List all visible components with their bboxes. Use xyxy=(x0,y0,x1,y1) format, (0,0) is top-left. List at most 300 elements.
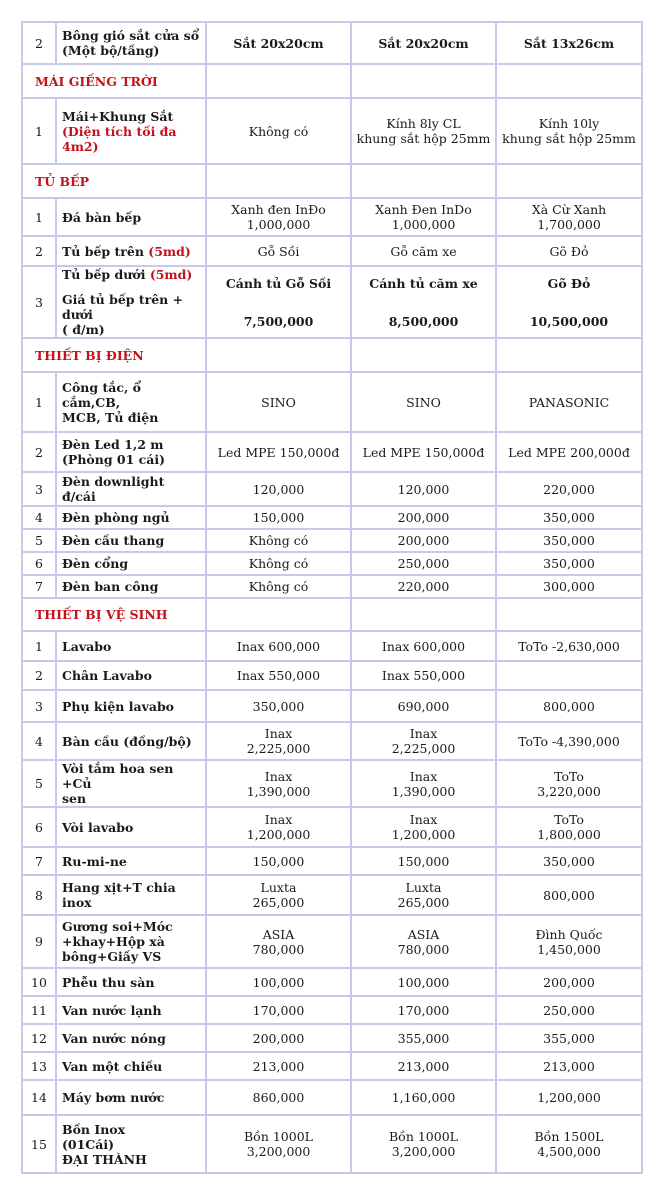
item-text: Đèn cầu thang xyxy=(62,533,165,548)
row-number: 7 xyxy=(22,847,56,875)
cell-line: 170,000 xyxy=(397,1002,450,1018)
cell-line: 8,500,000 xyxy=(388,313,459,329)
option-3-value xyxy=(496,552,642,575)
item-line xyxy=(62,734,202,749)
item-line xyxy=(62,1059,202,1074)
item-text: Ru-mi-ne xyxy=(62,853,127,869)
option-3-value xyxy=(496,575,642,598)
row-number: 11 xyxy=(22,996,56,1024)
item-suffix: (5md) xyxy=(149,267,193,282)
cell-line: 350,000 xyxy=(543,853,595,869)
option-1-value xyxy=(206,996,351,1024)
cell-line: Không có xyxy=(248,123,309,139)
cell-line: Giá tủ bếp trên + dưới xyxy=(62,292,184,322)
cell-line: 100,000 xyxy=(397,974,450,990)
item-text: Đèn ban công xyxy=(62,579,159,594)
cell-line: 800,000 xyxy=(543,698,595,714)
item-text: Tủ bếp trên xyxy=(62,243,144,259)
item-line xyxy=(62,579,202,594)
item-name xyxy=(56,1052,206,1080)
option-3-value xyxy=(496,760,642,807)
cell-line: 150,000 xyxy=(397,853,450,869)
item-line xyxy=(62,791,202,806)
item-text: Đèn downlight xyxy=(62,474,165,489)
item-line xyxy=(62,668,202,683)
item-text: Công tắc, ổ cắm,CB, xyxy=(62,379,141,410)
empty-cell xyxy=(351,338,496,372)
item-name xyxy=(56,915,206,968)
item-text: Đèn cổng xyxy=(62,556,129,571)
option-1-value xyxy=(206,915,351,968)
cell-line: 200,000 xyxy=(543,974,595,990)
empty-cell xyxy=(496,164,642,198)
option-1-value xyxy=(206,1024,351,1052)
cell-line: Gõ Đỏ xyxy=(549,243,589,259)
cell-line: Led MPE 150,000đ xyxy=(217,444,340,460)
item-line xyxy=(62,639,202,654)
item-line xyxy=(62,934,202,949)
option-1-value xyxy=(206,98,351,164)
option-3-value xyxy=(496,472,642,506)
option-2-value xyxy=(351,875,496,915)
item-name xyxy=(56,1080,206,1115)
cell-line: Inax xyxy=(264,812,293,827)
cell-line: 355,000 xyxy=(543,1030,595,1046)
item-text: Đá bàn bếp xyxy=(62,209,142,225)
cell-line: Luxta xyxy=(405,880,442,895)
cell-line: 1,160,000 xyxy=(391,1090,456,1105)
empty-cell xyxy=(351,64,496,98)
cell-line: 350,000 xyxy=(543,510,595,525)
cell-line: Gỗ Sồi xyxy=(257,243,300,259)
cell-line: ToTo xyxy=(554,812,584,827)
table-row xyxy=(22,996,642,1024)
row-number: 3 xyxy=(22,472,56,506)
empty-cell xyxy=(496,598,642,631)
cell-line: Bồn 1500L xyxy=(534,1129,604,1144)
cell-line: 213,000 xyxy=(397,1058,450,1074)
cell-line: 355,000 xyxy=(397,1030,450,1046)
item-line xyxy=(62,1137,202,1152)
cell-line: Đình Quốc xyxy=(535,926,603,942)
option-2-value xyxy=(351,631,496,661)
cell-line: 2,225,000 xyxy=(246,741,311,756)
item-line xyxy=(62,975,202,990)
item-line xyxy=(62,1152,202,1167)
option-3-value xyxy=(496,98,642,164)
cell-line: 200,000 xyxy=(397,510,450,525)
option-2-value xyxy=(351,1115,496,1173)
empty-cell xyxy=(206,338,351,372)
option-3-value xyxy=(496,968,642,996)
option-3-value xyxy=(496,22,642,64)
option-2-value xyxy=(351,1024,496,1052)
section-title: THIẾT BỊ ĐIỆN xyxy=(22,338,206,372)
cell-line: 200,000 xyxy=(397,533,450,548)
option-3-value xyxy=(496,198,642,236)
option-1-value xyxy=(206,807,351,847)
item-name xyxy=(56,472,206,506)
item-name xyxy=(56,847,206,875)
item-line xyxy=(62,43,202,58)
item-line xyxy=(62,1031,202,1046)
item-line xyxy=(62,474,202,489)
option-1-value xyxy=(206,1115,351,1173)
option-3-value xyxy=(496,1115,642,1173)
option-1-value xyxy=(206,661,351,690)
option-3-value xyxy=(496,236,642,266)
option-1-value xyxy=(206,22,351,64)
cell-line: 1,200,000 xyxy=(391,827,456,842)
option-1-value xyxy=(206,631,351,661)
option-3-value xyxy=(496,432,642,472)
section-title: MÁI GIẾNG TRỜI xyxy=(22,64,206,98)
item-name xyxy=(56,722,206,760)
table-row xyxy=(22,968,642,996)
item-name xyxy=(56,1115,206,1173)
item-name xyxy=(56,372,206,432)
item-text: +khay+Hộp xà xyxy=(62,934,165,949)
table-row xyxy=(22,236,642,266)
item-line xyxy=(62,1122,202,1137)
cell-line: 120,000 xyxy=(252,481,305,497)
option-2-value xyxy=(351,266,496,338)
row-number: 1 xyxy=(22,631,56,661)
section-title: TỦ BẾP xyxy=(22,164,206,198)
option-2-value xyxy=(351,432,496,472)
item-text: Máy bơm nước xyxy=(62,1090,165,1105)
row-number: 1 xyxy=(22,198,56,236)
item-suffix: (5md) xyxy=(148,243,191,259)
option-3-value xyxy=(496,1080,642,1115)
option-3-value xyxy=(496,529,642,552)
item-line xyxy=(62,510,202,525)
item-name xyxy=(56,807,206,847)
cell-line: ToTo xyxy=(554,768,584,784)
table-row xyxy=(22,1115,642,1173)
cell-line: Inax 550,000 xyxy=(381,668,466,683)
cell-line: 2,225,000 xyxy=(391,741,456,756)
cell-line: Sắt 13x26cm xyxy=(523,35,615,51)
table-row xyxy=(22,198,642,236)
cell-line: Cánh tủ căm xe xyxy=(369,275,478,291)
cell-line: Gỗ căm xe xyxy=(390,243,457,259)
item-text: (Một bộ/tầng) xyxy=(62,43,160,58)
empty-cell xyxy=(206,64,351,98)
option-2-value xyxy=(351,506,496,529)
option-1-value xyxy=(206,760,351,807)
item-name xyxy=(56,432,206,472)
option-1-value xyxy=(206,847,351,875)
option-2-value xyxy=(351,552,496,575)
table-row xyxy=(22,1080,642,1115)
cell-line: Inax 600,000 xyxy=(236,638,321,654)
option-1-value xyxy=(206,875,351,915)
table-row xyxy=(22,807,642,847)
cell-line: 780,000 xyxy=(397,941,450,957)
row-number: 1 xyxy=(22,372,56,432)
table-row xyxy=(22,432,642,472)
item-text: sen xyxy=(62,791,87,806)
cell-line: 860,000 xyxy=(252,1090,305,1105)
item-line xyxy=(62,919,202,934)
option-1-value xyxy=(206,1052,351,1080)
option-3-value xyxy=(496,506,642,529)
item-text: Van nước lạnh xyxy=(62,1002,162,1018)
option-3-value xyxy=(496,1024,642,1052)
item-name xyxy=(56,690,206,722)
cell-line: 300,000 xyxy=(543,579,595,594)
cell-line: 1,390,000 xyxy=(246,783,311,799)
item-text: Đèn phòng ngủ xyxy=(62,510,170,525)
option-1-value xyxy=(206,575,351,598)
item-name xyxy=(56,98,206,164)
item-text: (01Cái) xyxy=(62,1136,115,1152)
option-2-value xyxy=(351,22,496,64)
item-name xyxy=(56,198,206,236)
row-number: 5 xyxy=(22,760,56,807)
option-3-value xyxy=(496,661,642,690)
empty-cell xyxy=(496,338,642,372)
item-line xyxy=(62,210,202,225)
item-line xyxy=(62,1003,202,1018)
table-row xyxy=(22,847,642,875)
cell-line: 250,000 xyxy=(397,556,450,571)
section-row xyxy=(22,64,642,98)
cell-line: Led MPE 200,000đ xyxy=(508,444,630,460)
option-1-value xyxy=(206,1080,351,1115)
cell-line: Xà Cừ Xanh xyxy=(531,202,607,217)
option-2-value xyxy=(351,690,496,722)
cell-line: ToTo -4,390,000 xyxy=(518,733,620,749)
spacer xyxy=(62,282,202,292)
cell-line: 250,000 xyxy=(543,1002,595,1018)
option-2-value xyxy=(351,198,496,236)
option-1-value xyxy=(206,690,351,722)
item-text: bông+Giấy VS xyxy=(62,949,162,964)
item-text: (Phòng 01 cái) xyxy=(62,452,166,467)
row-number: 7 xyxy=(22,575,56,598)
option-2-value xyxy=(351,996,496,1024)
cell-line: SINO xyxy=(406,394,441,410)
row-number: 5 xyxy=(22,529,56,552)
option-2-value xyxy=(351,529,496,552)
cell-line: PANASONIC xyxy=(528,394,610,410)
item-text: Vòi lavabo xyxy=(62,819,134,835)
row-number: 15 xyxy=(22,1115,56,1173)
cell-line: Inax xyxy=(264,726,293,741)
option-1-value xyxy=(206,266,351,338)
option-3-value xyxy=(496,847,642,875)
item-text: Van một chiều xyxy=(62,1058,163,1074)
cell-line: 690,000 xyxy=(397,698,450,714)
option-1-value xyxy=(206,236,351,266)
table-row xyxy=(22,875,642,915)
cell-line: 350,000 xyxy=(543,533,595,548)
table-row xyxy=(22,529,642,552)
option-1-value xyxy=(206,198,351,236)
table-row xyxy=(22,1024,642,1052)
cell-line: Gõ Đỏ xyxy=(547,275,591,291)
item-name xyxy=(56,575,206,598)
cell-line: 7,500,000 xyxy=(243,313,314,329)
option-1-value xyxy=(206,372,351,432)
item-line xyxy=(62,880,202,910)
cell-line: 780,000 xyxy=(252,941,305,957)
option-2-value xyxy=(351,915,496,968)
item-line xyxy=(62,410,202,425)
item-line xyxy=(62,820,202,835)
option-3-value xyxy=(496,722,642,760)
cell-line: Bồn 1000L xyxy=(244,1129,313,1144)
cell-line: 350,000 xyxy=(543,556,595,571)
row-number: 4 xyxy=(22,506,56,529)
row-number: 3 xyxy=(22,266,56,338)
option-3-value xyxy=(496,1052,642,1080)
item-name xyxy=(56,760,206,807)
section-row xyxy=(22,164,642,198)
item-line xyxy=(62,28,202,43)
table-row xyxy=(22,22,642,64)
option-2-value xyxy=(351,236,496,266)
item-line xyxy=(62,699,202,714)
row-number: 2 xyxy=(22,236,56,266)
item-name xyxy=(56,1024,206,1052)
table-row xyxy=(22,1052,642,1080)
cell-line: Inax xyxy=(409,726,438,741)
table-row xyxy=(22,631,642,661)
cell-line: Led MPE 150,000đ xyxy=(362,444,485,460)
price-comparison-table xyxy=(21,21,643,1174)
item-text: Bàn cầu (đồng/bộ) xyxy=(62,733,192,749)
cell-line: 220,000 xyxy=(543,481,595,497)
option-2-value xyxy=(351,98,496,164)
option-1-value xyxy=(206,722,351,760)
item-name xyxy=(56,236,206,266)
table-row xyxy=(22,661,642,690)
cell-line: Xanh Đen InDo xyxy=(375,202,472,217)
cell-line: Xanh đen InĐo xyxy=(231,202,326,217)
table-row xyxy=(22,690,642,722)
cell-line: 800,000 xyxy=(543,887,595,903)
cell-line: Không có xyxy=(248,533,309,548)
option-1-value xyxy=(206,552,351,575)
item-line xyxy=(62,761,202,791)
item-name xyxy=(56,631,206,661)
item-text: Van nước nóng xyxy=(62,1030,166,1046)
empty-cell xyxy=(351,164,496,198)
item-line xyxy=(62,267,202,282)
item-text: ĐẠI THÀNH xyxy=(62,1151,147,1167)
option-2-value xyxy=(351,575,496,598)
item-name xyxy=(56,552,206,575)
row-number: 13 xyxy=(22,1052,56,1080)
section-title: THIẾT BỊ VỆ SINH xyxy=(22,598,206,631)
item-line xyxy=(62,533,202,548)
item-name xyxy=(56,529,206,552)
item-text: Mái+Khung Sắt xyxy=(62,108,174,124)
cell-line: ASIA xyxy=(262,926,295,942)
cell-line: 1,200,000 xyxy=(537,1090,601,1105)
row-number: 4 xyxy=(22,722,56,760)
cell-line: Không có xyxy=(248,556,309,571)
cell-line: 3,220,000 xyxy=(537,783,601,799)
cell-line: 120,000 xyxy=(397,481,450,497)
option-2-value xyxy=(351,968,496,996)
option-3-value xyxy=(496,266,642,338)
item-text: Vòi tắm hoa sen +Củ xyxy=(62,761,174,791)
option-3-value xyxy=(496,690,642,722)
cell-line: 150,000 xyxy=(252,510,305,525)
option-2-value xyxy=(351,661,496,690)
row-number: 12 xyxy=(22,1024,56,1052)
cell-line: 1,000,000 xyxy=(246,217,311,232)
item-name xyxy=(56,661,206,690)
row-number: 8 xyxy=(22,875,56,915)
row-number: 2 xyxy=(22,661,56,690)
cell-line: 213,000 xyxy=(543,1058,595,1074)
row-number: 10 xyxy=(22,968,56,996)
cell-line: 10,500,000 xyxy=(529,313,609,329)
item-text: Gương soi+Móc xyxy=(62,919,173,934)
table-row xyxy=(22,552,642,575)
option-2-value xyxy=(351,807,496,847)
option-3-value xyxy=(496,372,642,432)
cell-line: ASIA xyxy=(407,926,440,942)
option-3-value xyxy=(496,996,642,1024)
item-name xyxy=(56,996,206,1024)
cell-line: 1,390,000 xyxy=(391,783,456,799)
cell-line: ( đ/m) xyxy=(62,322,105,337)
item-text: Tủ bếp dưới xyxy=(62,267,146,282)
row-number: 3 xyxy=(22,690,56,722)
option-1-value xyxy=(206,529,351,552)
cell-line: 265,000 xyxy=(252,895,305,910)
item-name xyxy=(56,22,206,64)
item-text: Phụ kiện lavabo xyxy=(62,698,175,714)
option-3-value xyxy=(496,807,642,847)
option-2-value xyxy=(351,1052,496,1080)
option-2-value xyxy=(351,760,496,807)
cell-line: Kính 10ly xyxy=(538,116,600,131)
cell-line: khung sắt hộp 25mm xyxy=(356,131,491,146)
option-3-value xyxy=(496,915,642,968)
table-body xyxy=(22,22,642,1173)
option-2-value xyxy=(351,372,496,432)
cell-line: Luxta xyxy=(260,880,297,895)
item-line xyxy=(62,109,202,124)
item-text: Lavabo xyxy=(62,638,112,654)
item-text: Hang xịt+T chia inox xyxy=(62,880,176,910)
cell-line: 3,200,000 xyxy=(246,1144,311,1159)
cell-line: 220,000 xyxy=(397,579,450,594)
cell-line: Inax xyxy=(409,812,438,827)
cell-line: 1,700,000 xyxy=(537,217,601,232)
cell-line: khung sắt hộp 25mm xyxy=(502,131,636,146)
section-row xyxy=(22,338,642,372)
cell-line: 350,000 xyxy=(252,698,305,714)
option-1-value xyxy=(206,432,351,472)
item-text: MCB, Tủ điện xyxy=(62,409,159,425)
item-text: Bồn Inox xyxy=(62,1121,126,1137)
empty-cell xyxy=(351,598,496,631)
item-line xyxy=(62,452,202,467)
option-1-value xyxy=(206,506,351,529)
cell-line: 1,800,000 xyxy=(537,827,601,842)
item-text: Đèn Led 1,2 m xyxy=(62,437,164,452)
item-line xyxy=(62,854,202,869)
option-2-value xyxy=(351,1080,496,1115)
